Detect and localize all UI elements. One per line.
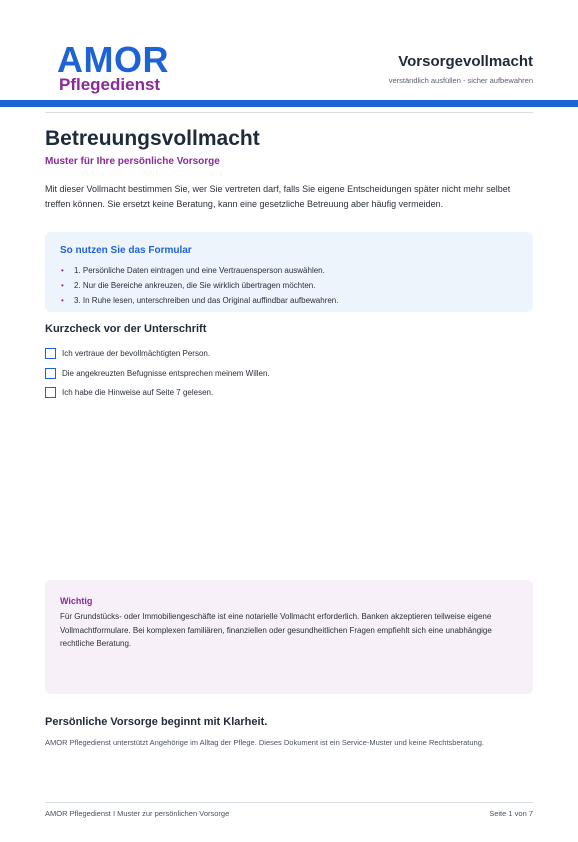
header-divider bbox=[45, 112, 533, 113]
checklist-item bbox=[45, 364, 533, 384]
list-item bbox=[60, 293, 518, 308]
footer-divider bbox=[45, 802, 533, 803]
checklist bbox=[45, 344, 533, 403]
important-notice-box bbox=[45, 580, 533, 694]
checklist-item bbox=[45, 383, 533, 403]
header-title-block bbox=[389, 53, 533, 85]
closing-title: Persönliche Vorsorge beginnt mit Klarheit. bbox=[45, 716, 268, 728]
company-logo bbox=[57, 39, 169, 94]
footer-text: AMOR Pflegedienst I Muster zur persönlichen Vorsorge bbox=[45, 809, 230, 818]
checklist-item bbox=[45, 344, 533, 364]
page-number: Seite 1 von 7 bbox=[489, 809, 533, 818]
header-subtitle: verständlich ausfüllen - sicher aufbewahren bbox=[388, 76, 533, 85]
page-subtitle: Muster für Ihre persönliche Vorsorge bbox=[45, 156, 220, 167]
checkbox[interactable] bbox=[45, 368, 56, 379]
bullet-icon: • bbox=[61, 281, 64, 290]
bullet-icon: • bbox=[61, 266, 64, 275]
how-to-box bbox=[45, 232, 533, 312]
logo-tagline: Pflegedienst bbox=[59, 75, 161, 94]
intro-paragraph: Mit dieser Vollmacht bestimmen Sie, wer Sie vertreten darf, falls Sie eigene Entscheidungen später nicht mehr selbet treffen können. Sie ersetzt keine Beratung, kann eine gesetzliche Betreuung aber häufig vermeiden. bbox=[45, 184, 511, 209]
checklist-title: Kurzcheck vor der Unterschrift bbox=[45, 323, 207, 335]
how-to-list bbox=[60, 263, 518, 308]
important-notice-title: Wichtig bbox=[60, 596, 93, 606]
bullet-icon: • bbox=[61, 296, 64, 305]
checkbox[interactable] bbox=[45, 387, 56, 398]
list-item bbox=[60, 278, 518, 293]
page-title: Betreuungsvollmacht bbox=[45, 127, 260, 150]
list-item-text: 2. Nur die Bereiche ankreuzen, die Sie wirklich übertragen möchten. bbox=[74, 281, 316, 290]
logo-wordmark: AMOR bbox=[57, 39, 169, 80]
header-title: Vorsorgevollmacht bbox=[398, 53, 533, 70]
page-header bbox=[0, 0, 578, 100]
how-to-title: So nutzen Sie das Formular bbox=[60, 245, 192, 256]
header-accent-band bbox=[0, 100, 578, 107]
checklist-item-label: Ich vertraue der bevollmächtigten Person. bbox=[62, 349, 211, 359]
important-notice-text: Für Grundstücks- oder Immobiliengeschäfte ist eine notarielle Vollmacht erforderlich. Banken akzeptieren teilweise eigene Vollmachtformulare. Bei komplexen familiären, finanziellen oder gesundheitlichen Fragen empfiehlt sich eine unabhängige rechtliche Beratung. bbox=[60, 612, 492, 648]
list-item-text: 1. Persönliche Daten eintragen und eine Vertrauensperson auswählen. bbox=[74, 266, 325, 275]
checklist-item-label: Ich habe die Hinweise auf Seite 7 gelesen. bbox=[62, 388, 214, 398]
checklist-item-label: Die angekreuzten Befugnisse entsprechen meinem Willen. bbox=[62, 368, 270, 378]
checkbox[interactable] bbox=[45, 348, 56, 359]
list-item bbox=[60, 263, 518, 278]
closing-text: AMOR Pflegedienst unterstützt Angehörige im Alltag der Pflege. Dieses Dokument ist ein Service-Muster und keine Rechtsberatung. bbox=[45, 738, 484, 747]
list-item-text: 3. In Ruhe lesen, unterschreiben und das Original auffindbar aufbewahren. bbox=[74, 296, 339, 305]
